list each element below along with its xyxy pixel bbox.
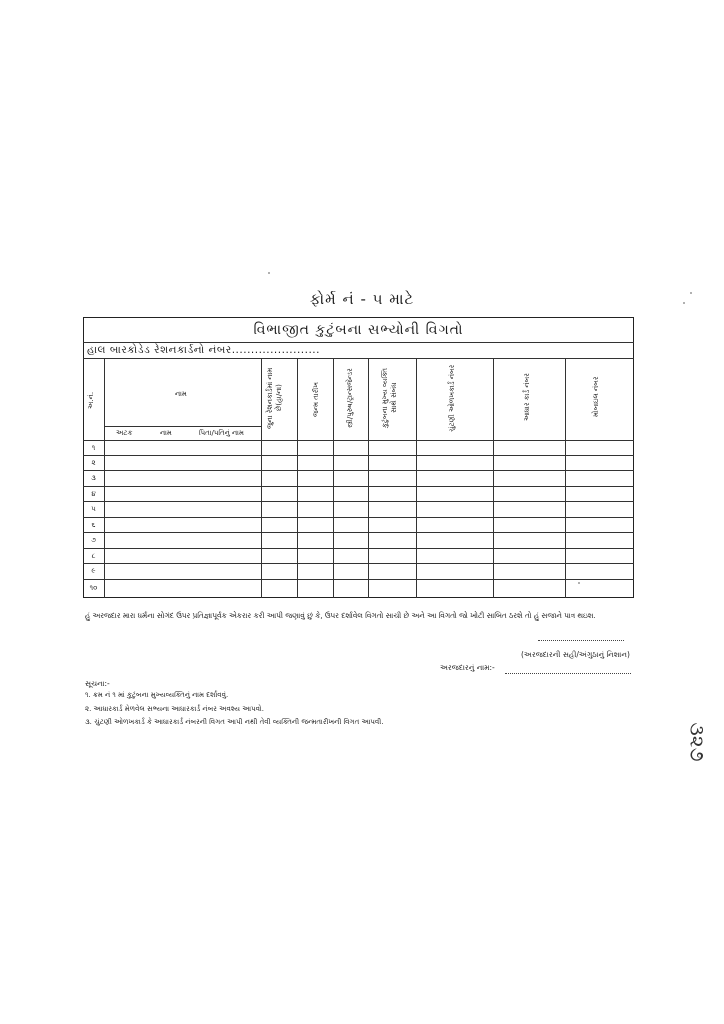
note-item: ૩. ચુંટણી ઓળખકાર્ડ કે આધારકાર્ડ નંબરની વિગત આપી નથી તેવી વ્યક્તિની જન્મતારીખની વિગત આપવી. xyxy=(85,718,384,726)
row-divider xyxy=(83,579,634,580)
signature-label: (અરજદારની સહી/અંગુઠાનું નિશાન) xyxy=(521,650,630,659)
row-divider xyxy=(83,563,634,564)
mobile-header: મોબાઇલ નંબર xyxy=(592,376,600,418)
row-number: ૮ xyxy=(91,552,96,560)
row-number: ૯ xyxy=(91,567,96,575)
row-number: ૩ xyxy=(91,474,96,482)
surname-header: અટક xyxy=(116,429,133,437)
row-number: ૧૦ xyxy=(89,584,98,592)
row-divider xyxy=(83,501,634,502)
row-divider xyxy=(83,517,634,518)
barcode-divider xyxy=(83,358,634,359)
father-husband-header: પિતા/પતિનું નામ xyxy=(199,429,244,437)
column-divider xyxy=(333,358,334,598)
birth-date-header: જન્મ તારીખ xyxy=(312,381,320,417)
table-subtitle: વિભાજીત કુટુંબના સભ્યોની વિગતો xyxy=(253,322,464,338)
barcode-label: હાલ બારકોડેડ રેશનકાર્ડનો નંબર....................... xyxy=(87,344,320,356)
given-name-header: નામ xyxy=(160,429,172,437)
notes-heading: સૂચના:- xyxy=(85,679,110,688)
scan-speck xyxy=(690,292,692,294)
ration-name-header: જુના રેશનકાર્ડમાં નામ છે(હા/ના) xyxy=(266,367,283,429)
scan-speck xyxy=(268,272,270,274)
form-title: ફોર્મ નં - ૫ માટે xyxy=(309,290,415,308)
row-divider xyxy=(83,470,634,471)
row-divider xyxy=(83,486,634,487)
note-item: ૨. આધારકાર્ડ મેળવેલ સભ્યના આધારકાર્ડ નંબર અવશ્ય આપવો. xyxy=(85,705,264,713)
declaration-text: હું અરજદાર મારા ધર્મના સોગંદ ઉપર પ્રતિજ્ઞાપૂર્વક એકરાર કરી આપી જણાવું છું કે, ઉપર દર્શાવેલ વિગતો સાચી છે અને આ વિગતો જો ખોટી સાબિત ઠરશે તો હું સજાને પાત્ર થઇશ. xyxy=(85,611,596,620)
row-divider xyxy=(83,548,634,549)
column-divider xyxy=(261,358,262,598)
serial-header: અ.નં. xyxy=(87,391,95,409)
name-header: નામ xyxy=(175,390,187,398)
column-divider xyxy=(368,358,369,598)
row-number: ૬ xyxy=(91,521,96,529)
column-divider xyxy=(104,358,105,598)
scan-speck xyxy=(683,302,685,304)
column-divider xyxy=(493,358,494,598)
header-divider xyxy=(83,440,634,441)
page-number-mark: ૩૨૭ xyxy=(685,722,710,762)
form-table-frame xyxy=(83,317,634,598)
row-number: ૭ xyxy=(91,536,96,544)
relation-header: કુટુંબના મુખ્ય વ્યક્તિ સાથે સંબંધ xyxy=(381,368,398,428)
row-divider xyxy=(83,455,634,456)
row-number: ૪ xyxy=(91,490,96,498)
row-number: ૧ xyxy=(91,444,96,452)
column-divider xyxy=(297,358,298,598)
applicant-name-line xyxy=(505,673,631,674)
aadhaar-header: આધાર કાર્ડ નંબર xyxy=(523,373,531,421)
name-subheader-divider xyxy=(104,426,261,427)
column-divider xyxy=(416,358,417,598)
column-divider xyxy=(565,358,566,598)
election-card-header: ચુંટણી ઓળખકાર્ડ નંબર xyxy=(448,364,456,432)
signature-line xyxy=(538,640,624,641)
gender-header: સ્ત્રી/પુરુષ/ટ્રાન્સજેન્ડર xyxy=(346,368,354,428)
applicant-name-label: અરજદારનું નામ:- xyxy=(440,663,495,672)
note-item: ૧. ક્રમ નં ૧ માં કુટુંબના મુખ્યવ્યક્તિનું નામ દર્શાવવું. xyxy=(85,691,229,699)
row-number: ૨ xyxy=(91,459,96,467)
row-divider xyxy=(83,532,634,533)
scan-speck xyxy=(578,582,580,584)
row-number: ૫ xyxy=(91,505,96,513)
